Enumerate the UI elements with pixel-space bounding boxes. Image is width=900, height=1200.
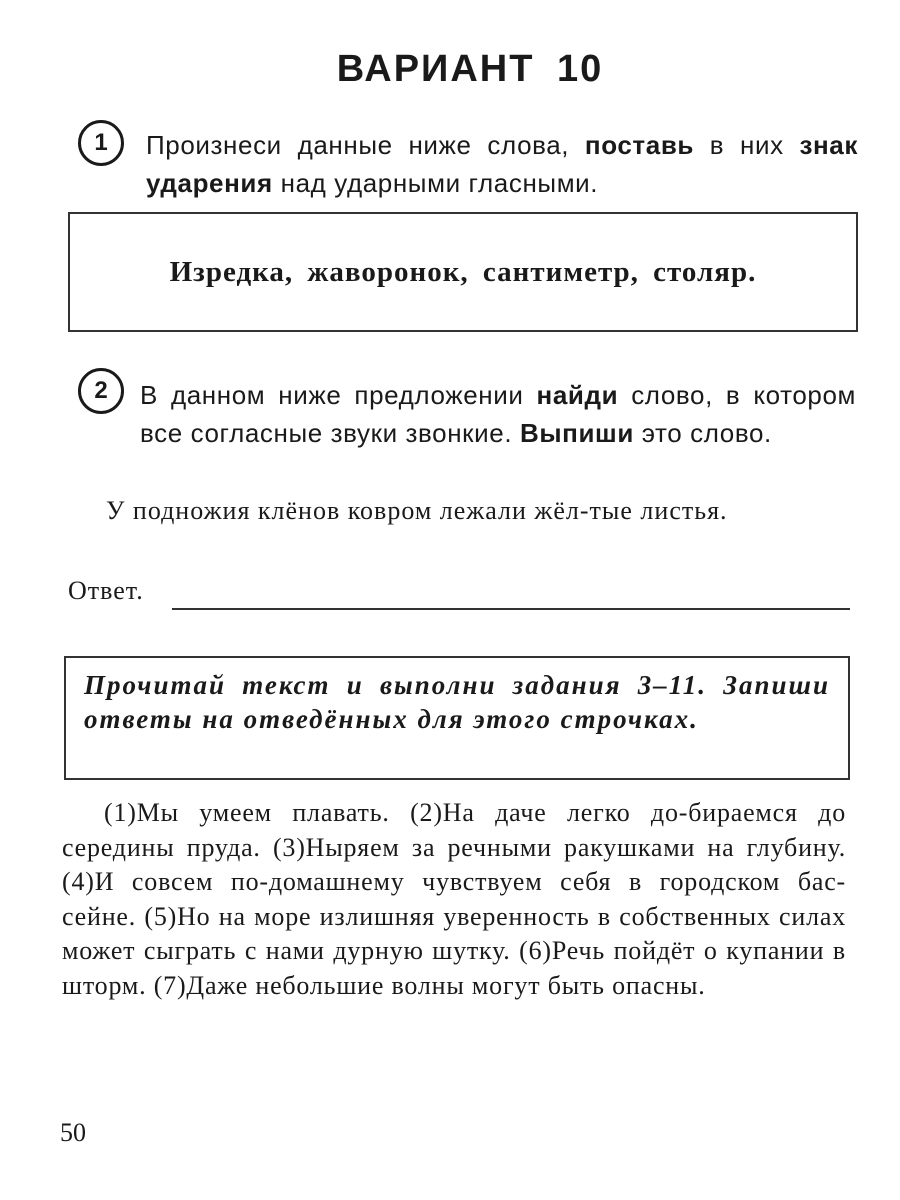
task-1-text-part: Произнеси данные ниже слова, [146,130,585,160]
task-1-words: Изредка, жаворонок, сантиметр, столяр. [169,255,757,288]
task-1-instruction [146,126,858,202]
answer-line[interactable] [172,608,850,610]
task-2-instruction [140,376,856,452]
task-2-bold-verb: найди [536,380,619,410]
task-1-text-part: над ударными гласными. [272,168,599,198]
task-2-bold-verb-2: Выпиши [519,418,634,448]
reading-passage: (1)Мы умеем плавать. (2)На даче легко до-бираемся до середины пруда. (3)Ныряем за речными ракушками на глубину. (4)И совсем по-домашнему чувствуем себя в городском бас-сейне. (5)Но на море излишняя уверенность в собственных силах может сыграть с нами дурную шутку. (6)Речь пойдёт о купании в шторм. (7)Даже небольшие волны могут быть опасны. [62,798,846,1000]
task-1-bold-phrase: знак ударения [146,130,858,198]
reading-instruction-box [64,656,850,780]
task-2-number: 2 [78,368,124,414]
task-2-text-part: слово, в котором все согласные звуки звонкие. [140,380,856,448]
task-1-number: 1 [78,120,124,166]
task-1-bold-verb: поставь [584,130,694,160]
task-1-text-part: в них [694,130,800,160]
task-2-text-part: это слово. [633,418,772,448]
reading-instruction: Прочитай текст и выполни задания 3–11. Запиши ответы на отведённых для этого строчках. [84,670,830,734]
page-number: 50 [60,1118,86,1147]
answer-label: Ответ. [68,576,144,605]
task-2-text-part: В данном ниже предложении [140,380,537,410]
task-1-word-box [68,212,858,332]
task-2-sentence: У подножия клёнов ковром лежали жёл-тые листья. [106,496,728,525]
variant-title: ВАРИАНТ 10 [336,48,604,90]
